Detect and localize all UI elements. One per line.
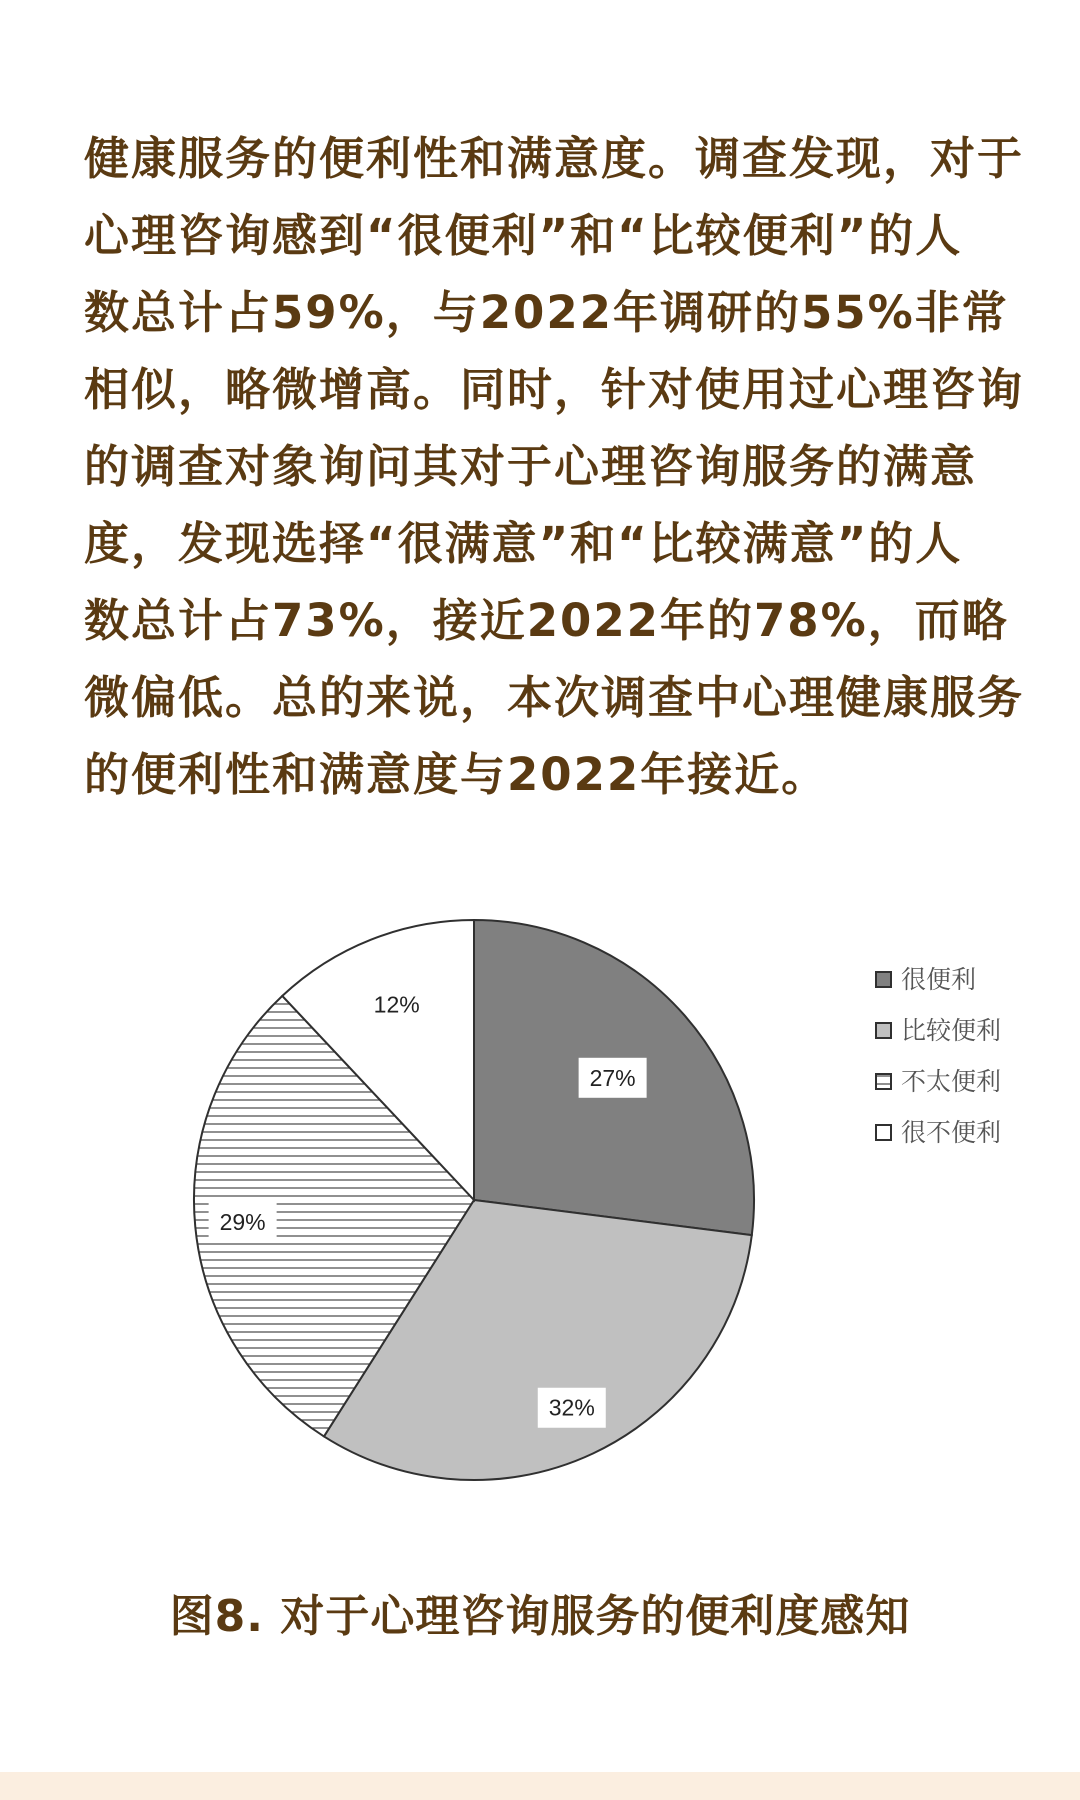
legend-item — [876, 1118, 1001, 1147]
footer-band — [0, 1772, 1080, 1800]
slice-label-text: 32% — [548, 1394, 595, 1421]
slice-label-text: 27% — [589, 1064, 636, 1091]
slice-data-label — [209, 1202, 277, 1242]
article-line: 的便利性和满意度与2022年接近。 — [84, 748, 829, 801]
legend-label: 很便利 — [901, 965, 977, 994]
article-paragraph — [84, 120, 1044, 813]
legend-swatch — [876, 1125, 891, 1140]
figure-caption: 图8. 对于心理咨询服务的便利度感知 — [169, 1591, 911, 1642]
legend-item — [876, 1067, 1001, 1096]
legend-label: 很不便利 — [901, 1118, 1002, 1147]
slice-data-label — [538, 1388, 606, 1428]
legend-item — [876, 965, 976, 994]
slice-data-label — [579, 1058, 647, 1098]
article-line: 数总计占59%，与2022年调研的55%非常 — [84, 286, 1009, 339]
slice-label-text: 29% — [219, 1208, 266, 1235]
article-line: 微偏低。总的来说，本次调查中心理健康服务 — [84, 671, 1025, 724]
slice-label-text: 12% — [373, 991, 420, 1018]
article-line: 相似，略微增高。同时，针对使用过心理咨询 — [84, 363, 1025, 416]
article-line: 度，发现选择“很满意”和“比较满意”的人 — [84, 517, 963, 570]
article-line: 健康服务的便利性和满意度。调查发现，对于 — [84, 132, 1025, 185]
legend-swatch — [876, 972, 891, 987]
legend-swatch — [876, 1023, 891, 1038]
article-line: 数总计占73%，接近2022年的78%，而略 — [84, 594, 1009, 647]
legend-label: 不太便利 — [901, 1067, 1002, 1096]
slice-data-label — [363, 985, 431, 1025]
article-line: 的调查对象询问其对于心理咨询服务的满意 — [84, 440, 978, 493]
pie-chart — [0, 880, 1080, 1520]
article-line: 心理咨询感到“很便利”和“比较便利”的人 — [84, 209, 963, 262]
legend-label: 比较便利 — [901, 1016, 1002, 1045]
legend-swatch — [876, 1074, 891, 1089]
legend-item — [876, 1016, 1001, 1045]
